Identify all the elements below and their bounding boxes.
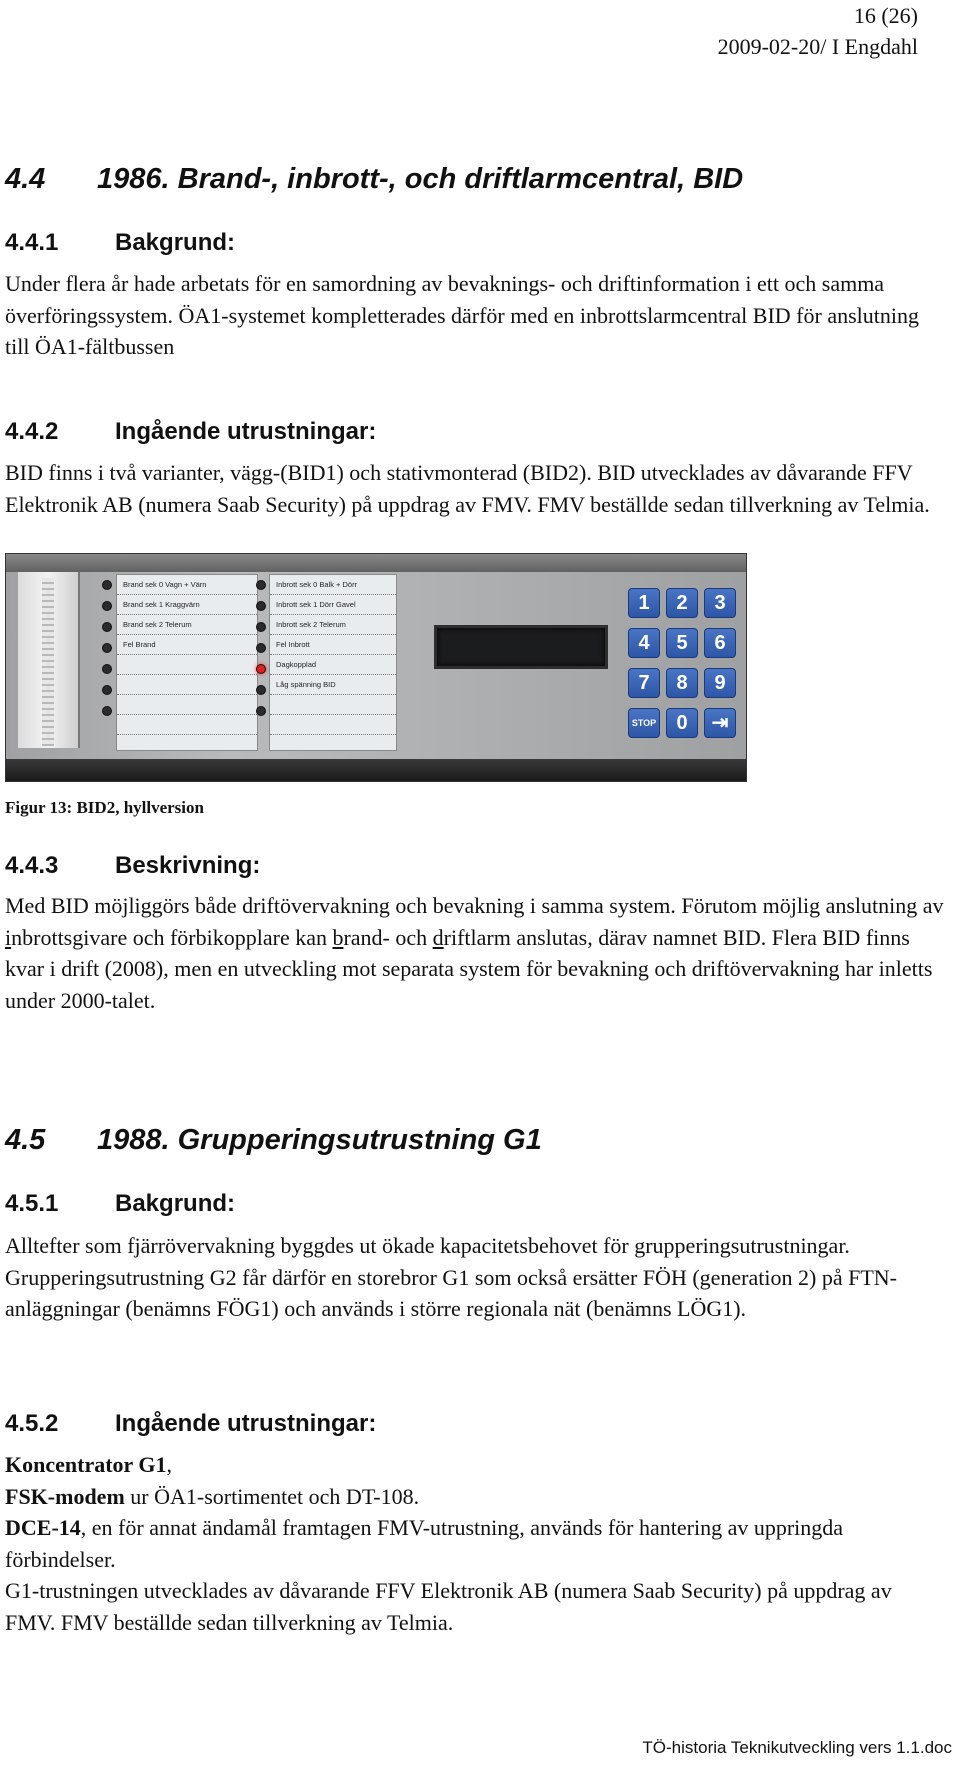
text-run: ur ÖA1-sortimentet och DT-108. — [124, 1483, 420, 1509]
left-led-column — [102, 580, 112, 727]
section-title: 1986. Brand-, inbrott-, och driftlarmcentral, BID — [97, 163, 744, 195]
paragraph-utrustningar-g1 — [5, 1449, 945, 1638]
left-label-card — [116, 574, 258, 751]
key-2: 2 — [666, 588, 698, 618]
section-title: 1988. Grupperingsutrustning G1 — [97, 1124, 542, 1156]
underlined-letter: d — [432, 924, 444, 950]
figure-caption: Figur 13: BID2, hyllversion — [5, 798, 204, 817]
bid2-photo — [5, 553, 747, 782]
section-number: 4.4 — [5, 163, 46, 195]
subsection-title: Beskrivning: — [115, 852, 261, 879]
key-6: 6 — [704, 628, 736, 658]
right-led-column — [256, 580, 266, 727]
led-indicator — [102, 601, 112, 611]
date-author: 2009-02-20/ I Engdahl — [717, 34, 918, 59]
panel-label: Inbrott sek 1 Dörr Gavel — [270, 595, 396, 615]
subsection-number: 4.5.1 — [5, 1190, 59, 1217]
paragraph-utrustningar-bid: BID finns i två varianter, vägg-(BID1) och stativmonterad (BID2). BID utvecklades av dåvarande FFV Elektronik AB (numera Saab Security) på uppdrag av FMV. FMV beställde sedan tillverkning av Telmia. — [5, 460, 930, 517]
led-indicator — [256, 706, 266, 716]
panel-label: Inbrott sek 0 Balk + Dörr — [270, 575, 396, 595]
photo-top-band — [6, 554, 746, 574]
led-indicator — [256, 622, 266, 632]
text-run: , — [166, 1452, 173, 1477]
panel-label: Inbrott sek 2 Telerum — [270, 615, 396, 635]
panel-label-blank — [270, 695, 396, 715]
led-indicator-red — [256, 664, 266, 674]
subsection-number: 4.4.3 — [5, 852, 59, 879]
page-footer: TÖ-historia Teknikutveckling vers 1.1.doc — [642, 1738, 952, 1757]
text-run: Med BID möjliggörs både driftövervakning och bevakning i samma system. Förutom möjlig anslutning av — [5, 893, 944, 918]
key-enter-icon: ⇥ — [704, 708, 736, 738]
photo-side-ribs — [42, 578, 54, 746]
panel-label-blank — [117, 675, 257, 695]
section-heading-4-5 — [5, 1124, 542, 1157]
key-4: 4 — [628, 628, 660, 658]
text-run: , en för annat ändamål framtagen FMV-utrustning, används för hantering av uppringda förbindelser. — [5, 1515, 844, 1572]
subsection-title: Bakgrund: — [115, 1190, 235, 1217]
underlined-letter: i — [5, 924, 12, 950]
page-header — [718, 0, 918, 62]
led-indicator — [256, 601, 266, 611]
subsection-title: Ingående utrustningar: — [115, 1410, 377, 1437]
photo-bottom-band — [6, 759, 746, 781]
key-9: 9 — [704, 668, 736, 698]
equipment-line — [5, 1512, 945, 1575]
key-5: 5 — [666, 628, 698, 658]
subsection-heading-4-4-3 — [5, 852, 260, 880]
equipment-line: G1-trustningen utvecklades av dåvarande FFV Elektronik AB (numera Saab Security) på uppdrag av FMV. FMV beställde sedan tillverkning av Telmia. — [5, 1578, 892, 1635]
subsection-heading-4-4-1 — [5, 229, 235, 257]
underlined-letter: b — [332, 924, 344, 950]
panel-label: Brand sek 0 Vagn + Värn — [117, 575, 257, 595]
text-run: nbrottsgivare och förbikopplare kan — [11, 924, 333, 950]
subsection-number: 4.5.2 — [5, 1410, 59, 1437]
paragraph-bakgrund-bid: Under flera år hade arbetats för en samordning av bevaknings- och driftinformation i ett och samma överföringssystem. ÖA1-systemet kompletterades därför med en inbrottslarmcentral BID för anslutning till ÖA1-fältbussen — [5, 271, 919, 359]
subsection-heading-4-4-2 — [5, 418, 376, 446]
keypad — [624, 578, 742, 750]
paragraph-beskrivning-bid — [5, 890, 945, 1016]
led-indicator — [102, 622, 112, 632]
right-label-card — [269, 574, 397, 751]
key-0: 0 — [666, 708, 698, 738]
led-indicator — [256, 643, 266, 653]
subsection-title: Bakgrund: — [115, 229, 235, 256]
paragraph-bakgrund-g1: Alltefter som fjärrövervakning byggdes ut ökade kapacitetsbehovet för grupperingsutrustningar. Grupperingsutrustning G2 får därför en storebror G1 som också ersätter FÖH (generation 2) på FTN-anläggningar (benämns FÖG1) och används i större regionala nät (benämns LÖG1). — [5, 1233, 897, 1321]
panel-label: Brand sek 1 Kraggvärn — [117, 595, 257, 615]
equipment-name: FSK-modem — [5, 1483, 125, 1509]
section-number: 4.5 — [5, 1124, 46, 1156]
subsection-heading-4-5-1 — [5, 1190, 235, 1218]
key-7: 7 — [628, 668, 660, 698]
panel-label: Brand sek 2 Telerum — [117, 615, 257, 635]
key-stop: STOP — [628, 708, 660, 738]
key-1: 1 — [628, 588, 660, 618]
led-indicator — [102, 685, 112, 695]
panel-label: Dagkopplad — [270, 655, 396, 675]
subsection-number: 4.4.1 — [5, 229, 59, 256]
page-number: 16 (26) — [853, 3, 918, 28]
subsection-number: 4.4.2 — [5, 418, 59, 445]
lcd-display — [434, 625, 608, 669]
led-indicator — [256, 580, 266, 590]
panel-label: Låg spänning BID — [270, 675, 396, 695]
led-indicator — [102, 643, 112, 653]
text-run: rand- och — [343, 924, 433, 950]
panel-label: Fel Brand — [117, 635, 257, 655]
led-indicator — [102, 580, 112, 590]
section-heading-4-4 — [5, 163, 743, 196]
key-8: 8 — [666, 668, 698, 698]
subsection-heading-4-5-2 — [5, 1410, 376, 1438]
equipment-name: DCE-14 — [5, 1515, 81, 1540]
led-indicator — [102, 706, 112, 716]
key-3: 3 — [704, 588, 736, 618]
panel-label-blank — [270, 715, 396, 735]
led-indicator — [102, 664, 112, 674]
subsection-title: Ingående utrustningar: — [115, 418, 377, 445]
text-run: riftlarm anslutas, därav namnet BID. Flera BID finns kvar i drift (2008), men en utveckling mot separata system för bevakning och driftövervakning har inletts under 2000-talet. — [5, 924, 933, 1013]
equipment-line — [5, 1449, 945, 1481]
panel-label-blank — [117, 655, 257, 675]
panel-label: Fel Inbrott — [270, 635, 396, 655]
panel-label-blank — [117, 695, 257, 715]
led-indicator — [256, 685, 266, 695]
equipment-line — [5, 1481, 945, 1513]
equipment-name: Koncentrator G1 — [5, 1452, 167, 1477]
panel-label-blank — [117, 715, 257, 735]
